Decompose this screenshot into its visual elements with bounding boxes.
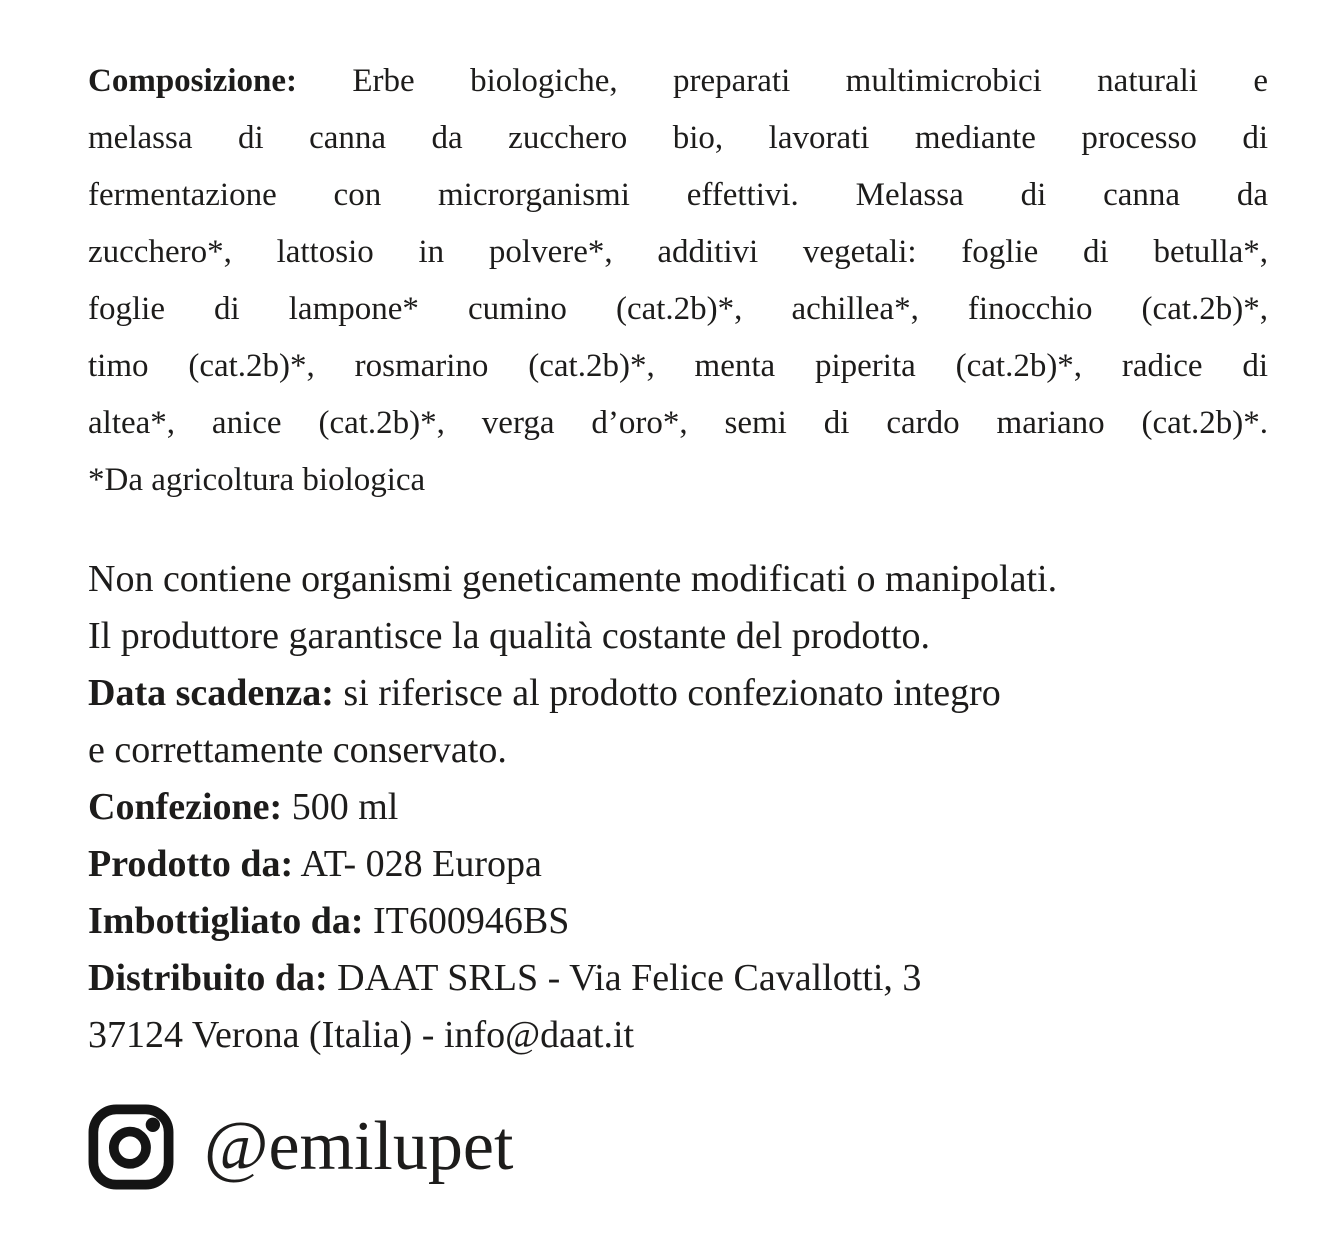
composition-line [88,167,1268,224]
composition-text: timo (cat.2b)*, rosmarino (cat.2b)*, menta piperita (cat.2b)*, radice di [88,348,1268,384]
organic-footnote [88,452,1268,509]
composition-text: foglie di lampone* cumino (cat.2b)*, achillea*, finocchio (cat.2b)*, [88,291,1268,327]
info-line-bottler: Imbottigliato da: IT600946BS [88,900,570,942]
distributor-label: Distribuito da: [88,957,328,999]
composition-text: Erbe biologiche, preparati multimicrobici naturali e [297,63,1268,99]
composition-line [88,224,1268,281]
info-line-package: Confezione: 500 ml [88,786,399,828]
composition-line [88,281,1268,338]
composition-section [88,53,1268,509]
composition-text: melassa di canna da zucchero bio, lavorati mediante processo di [88,120,1268,156]
composition-line [88,338,1268,395]
instagram-handle: @emilupet [204,1108,514,1185]
info-line-quality: Il produttore garantisce la qualità costante del prodotto. [88,615,931,657]
info-line-expiry: Data scadenza: si riferisce al prodotto confezionato integro [88,672,1001,714]
info-line-expiry-cont: e correttamente conservato. [88,729,507,771]
composition-text: zucchero*, lattosio in polvere*, additivi vegetali: foglie di betulla*, [88,234,1268,270]
composition-text: altea*, anice (cat.2b)*, verga d’oro*, semi di cardo mariano (cat.2b)*. [88,405,1268,441]
composition-line [88,110,1268,167]
bottler-label: Imbottigliato da: [88,900,364,942]
instagram-icon [88,1104,174,1190]
composition-line [88,53,1268,110]
product-info-section [88,551,1268,1064]
composition-heading: Composizione: [88,63,297,99]
info-line-producer: Prodotto da: AT- 028 Europa [88,843,542,885]
social-row [88,1104,1268,1190]
composition-text: fermentazione con microrganismi effettivi. Melassa di canna da [88,177,1268,213]
info-line-distributor: Distribuito da: DAAT SRLS - Via Felice Cavallotti, 3 [88,957,922,999]
producer-label: Prodotto da: [88,843,294,885]
info-line-address: 37124 Verona (Italia) - info@daat.it [88,1014,635,1056]
composition-text: *Da agricoltura biologica [88,462,426,498]
package-label: Confezione: [88,786,283,828]
info-line-gmo: Non contiene organismi geneticamente modificati o manipolati. [88,558,1058,600]
expiry-label: Data scadenza: [88,672,334,714]
composition-line [88,395,1268,452]
